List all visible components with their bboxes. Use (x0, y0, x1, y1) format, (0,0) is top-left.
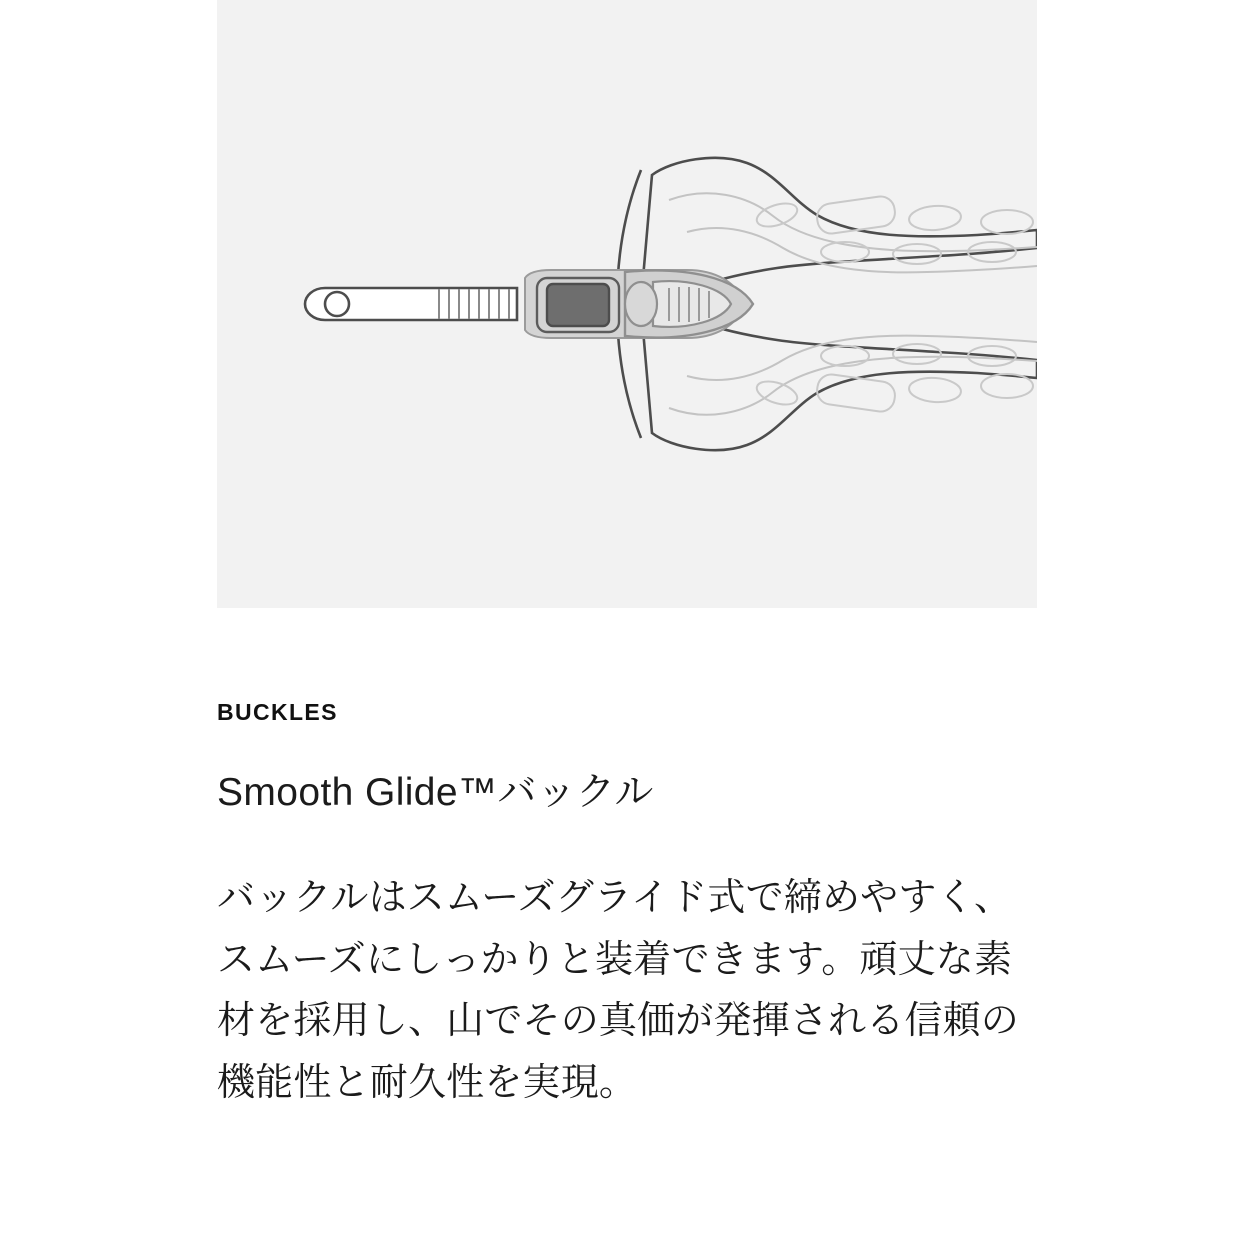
page-title: Smooth Glide™バックル (217, 771, 654, 815)
feature-text-block (217, 700, 1047, 1114)
buckle-illustration-icon (217, 0, 1037, 608)
buckle-illustration-panel (217, 0, 1037, 608)
eyebrow-label: BUCKLES (217, 699, 338, 725)
body-paragraph: バックルはスムーズグライド式で締めやすく、スムーズにしっかりと装着できます。頑丈な素材を採用し、山でその真価が発揮される信頼の機能性と耐久性を実現。 (217, 877, 1019, 1104)
